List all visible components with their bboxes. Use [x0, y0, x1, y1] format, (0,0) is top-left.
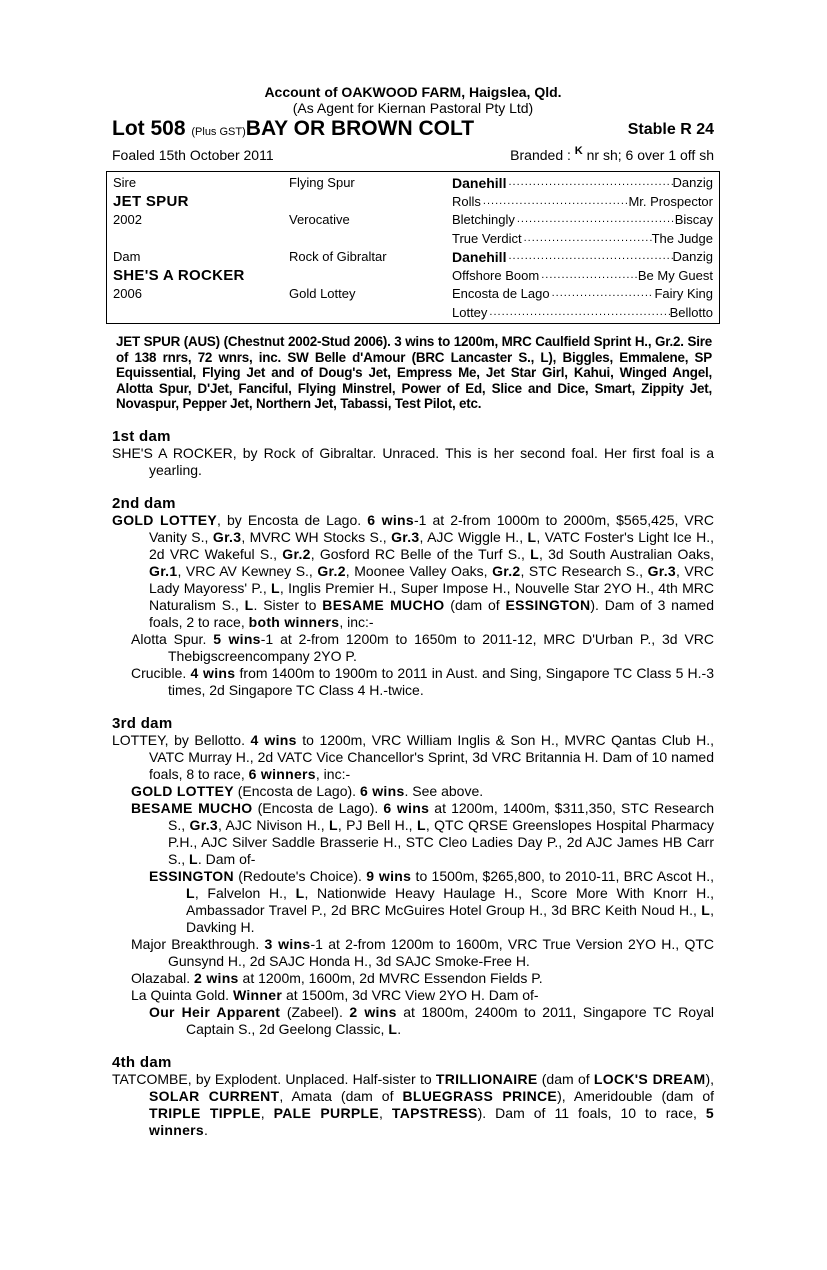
pedigree-great-grandparent	[452, 194, 713, 209]
pedigree-row	[107, 284, 719, 303]
pedigree-grandparent: Gold Lottey	[289, 286, 356, 301]
pedigree-grandparent: Rock of Gibraltar	[289, 249, 387, 264]
first-dam-text: SHE'S A ROCKER, by Rock of Gibraltar. Unraced. This is her second foal. Her first foal is a yearling.	[112, 444, 714, 478]
lot-line	[112, 117, 714, 143]
ancestor-name: Lottey	[452, 304, 488, 320]
foaled-date: Foaled 15th October 2011	[112, 147, 274, 163]
ancestor-name: Danehill	[452, 175, 507, 191]
ancestor-sire: Biscay	[674, 212, 713, 227]
second-dam-heading: 2nd dam	[112, 494, 176, 512]
pedigree-parent: SHE'S A ROCKER	[113, 266, 245, 284]
pedigree-grandparent: Flying Spur	[289, 175, 355, 190]
leader-dots	[487, 305, 669, 320]
ancestor-name: Danehill	[452, 249, 507, 265]
pedigree-row	[107, 303, 719, 322]
pedigree-parent: JET SPUR	[113, 192, 189, 210]
ancestor-sire: Danzig	[672, 175, 713, 190]
pedigree-parent: 2006	[113, 286, 142, 301]
foal-entry: GOLD LOTTEY (Encosta de Lago). 6 wins. See above.	[131, 782, 484, 799]
catalogue-page	[112, 84, 714, 1139]
pedigree-parent: Sire	[113, 175, 137, 190]
ancestor-sire: The Judge	[651, 230, 713, 246]
gst-note: (Plus GST)	[191, 126, 246, 138]
ancestor-name: Offshore Boom	[452, 267, 540, 283]
sire-summary: JET SPUR (AUS) (Chestnut 2002-Stud 2006). 3 wins to 1200m, MRC Caulfield Sprint H., Gr.2. Sire of 138 rnrs, 72 wnrs, inc. SW Belle d'Amour (BRC Lancaster S., L), Biggles, Emmalene, SP Equissential, Flying Jet and of Doug's Jet, Empress Me, Jet Star Girl, Kahui, Winged Angel, Alotta Spur, D'Jet, Fanciful, Flying Minstrel, Power of Ed, Slice and Dice, Smart, Zippity Jet, Novaspur, Pepper Jet, Northern Jet, Tabassi, Test Pilot, etc.	[116, 334, 712, 411]
foal-entry: Major Breakthrough. 3 wins-1 at 2-from 1200m to 1600m, VRC True Version 2YO H., QTC Gunsynd H., 2d SAJC Honda H., 3d SAJC Smoke-Free H.	[131, 935, 715, 969]
third-dam-text: LOTTEY, by Bellotto. 4 wins to 1200m, VRC William Inglis & Son H., MVRC Qantas Club H., VATC Murray H., 2d VATC Vice Chancellor's Sprint, 3d VRC Britannia H. Dam of 10 named foals, 8 to race, 6 winners, inc:-	[112, 731, 714, 782]
pedigree-great-grandparent	[452, 268, 713, 283]
pedigree-grandparent: Verocative	[289, 212, 350, 227]
pedigree-parent: 2002	[113, 212, 142, 227]
pedigree-great-grandparent	[452, 249, 713, 265]
foaled-line	[112, 143, 714, 167]
grand-foal-entry: ESSINGTON (Redoute's Choice). 9 wins to 1500m, $265,800, to 2010-11, BRC Ascot H., L, Falvelon H., L, Nationwide Heavy Haulage H., Score More With Knorr H., Ambassador Travel P., 2d BRC McGuires Hotel Group H., 3d BRC Keith Noud H., L, Davking H.	[149, 867, 714, 935]
pedigree-row	[107, 210, 719, 229]
ancestor-sire: Mr. Prospector	[628, 193, 713, 209]
ancestor-name: Bletchingly	[452, 212, 515, 227]
pedigree-parent: Dam	[113, 249, 141, 264]
branded-text: nr sh; 6 over 1 off sh	[586, 147, 714, 163]
pedigree-great-grandparent	[452, 286, 713, 301]
ancestor-name: True Verdict	[452, 230, 522, 246]
ancestor-sire: Be My Guest	[637, 267, 713, 283]
vendor-account: Account of OAKWOOD FARM, Haigslea, Qld.	[264, 84, 562, 100]
ancestor-sire: Fairy King	[654, 286, 713, 301]
ancestor-sire: Danzig	[672, 249, 713, 264]
ancestor-sire: Bellotto	[669, 304, 713, 320]
leader-dots	[506, 249, 672, 265]
ancestor-name: Encosta de Lago	[452, 286, 550, 301]
lot-heading	[112, 117, 474, 141]
pedigree-row	[107, 266, 719, 285]
pedigree-great-grandparent	[452, 175, 713, 191]
foal-entry: Olazabal. 2 wins at 1200m, 1600m, 2d MVRC Essendon Fields P.	[131, 969, 543, 986]
pedigree-table	[106, 171, 720, 324]
first-dam-heading: 1st dam	[112, 427, 171, 445]
lot-number: Lot 508	[112, 117, 186, 140]
fourth-dam-section	[112, 1054, 714, 1139]
ancestor-name: Rolls	[452, 193, 481, 209]
second-dam-text: GOLD LOTTEY, by Encosta de Lago. 6 wins-1 at 2-from 1000m to 2000m, $565,425, VRC Vanity S., Gr.3, MVRC WH Stocks S., Gr.3, AJC Wiggle H., L, VATC Foster's Light Ice H., 2d VRC Wakeful S., Gr.2, Gosford RC Belle of the Turf S., L, 3d South Australian Oaks, Gr.1, VRC AV Kewney S., Gr.2, Moonee Valley Oaks, Gr.2, STC Research S., Gr.3, VRC Lady Mayoress' P., L, Inglis Premier H., Super Impose H., Nouvelle Star 2YO H., 4th MRC Naturalism S., L. Sister to BESAME MUCHO (dam of ESSINGTON). Dam of 3 named foals, 2 to race, both winners, inc:-	[112, 511, 715, 630]
stable-number: Stable R 24	[627, 121, 714, 138]
leader-dots	[539, 268, 638, 283]
horse-description: BAY OR BROWN COLT	[245, 117, 475, 140]
third-dam-section	[112, 715, 714, 1038]
vendor-agent: (As Agent for Kiernan Pastoral Pty Ltd)	[292, 100, 534, 116]
pedigree-great-grandparent	[452, 212, 713, 227]
pedigree-row	[107, 247, 719, 266]
fourth-dam-text: TATCOMBE, by Explodent. Unplaced. Half-sister to TRILLIONAIRE (dam of LOCK'S DREAM), SOLAR CURRENT, Amata (dam of BLUEGRASS PRINCE), Ameridouble (dam of TRIPLE TIPPLE, PALE PURPLE, TAPSTRESS). Dam of 11 foals, 10 to race, 5 winners.	[112, 1070, 715, 1138]
foal-entry: BESAME MUCHO (Encosta de Lago). 6 wins at 1200m, 1400m, $311,350, STC Research S., Gr.3, AJC Nivison H., L, PJ Bell H., L, QTC QRSE Greenslopes Hospital Pharmacy P.H., AJC Silver Saddle Brasserie H., STC Cleo Ladies Day P., 2d AJC James HB Carr S., L. Dam of-	[131, 799, 715, 867]
pedigree-row	[107, 229, 719, 248]
foal-entry: Alotta Spur. 5 wins-1 at 2-from 1200m to 1650m to 2011-12, MRC D'Urban P., 3d VRC Thebigscreencompany 2YO P.	[131, 630, 714, 664]
foal-entry: Crucible. 4 wins from 1400m to 1900m to 2011 in Aust. and Sing, Singapore TC Class 5 H.-3 times, 2d Singapore TC Class 4 H.-twice.	[131, 664, 714, 698]
third-dam-heading: 3rd dam	[112, 714, 173, 732]
leader-dots	[481, 194, 629, 209]
brand-mark-icon: K	[574, 145, 583, 157]
leader-dots	[522, 231, 652, 246]
pedigree-great-grandparent	[452, 305, 713, 320]
pedigree-row	[107, 192, 719, 211]
pedigree-row	[107, 173, 719, 192]
brand-info	[510, 147, 714, 163]
foal-entry: La Quinta Gold. Winner at 1500m, 3d VRC View 2YO H. Dam of-	[131, 986, 539, 1003]
branded-label: Branded :	[510, 147, 571, 163]
second-dam-section	[112, 495, 714, 699]
leader-dots	[506, 175, 672, 191]
pedigree-great-grandparent	[452, 231, 713, 246]
first-dam-section	[112, 428, 714, 479]
leader-dots	[550, 286, 655, 301]
leader-dots	[515, 212, 675, 227]
fourth-dam-heading: 4th dam	[112, 1053, 172, 1071]
grand-foal-entry: Our Heir Apparent (Zabeel). 2 wins at 1800m, 2400m to 2011, Singapore TC Royal Captain S., 2d Geelong Classic, L.	[149, 1003, 714, 1037]
